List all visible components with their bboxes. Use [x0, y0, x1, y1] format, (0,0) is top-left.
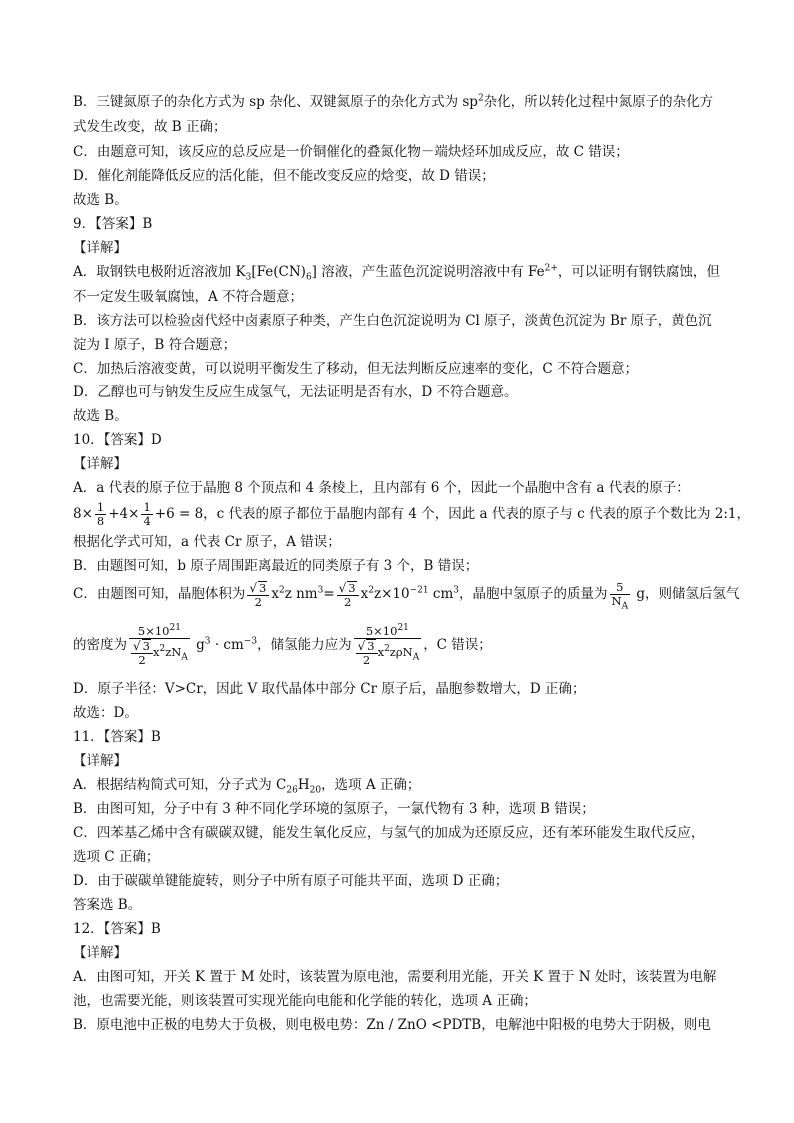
detail-heading-9: 【详解】: [73, 240, 127, 256]
answer-heading-10: 10．【答案】D: [73, 432, 162, 448]
text-line: A．由图可知，开关 K 置于 M 处时，该装置为原电池，需要利用光能，开关 K 置于 N 处时，该装置为电解: [73, 969, 717, 985]
text-line: 选项 C 正确；: [73, 849, 160, 865]
text-line: B．该方法可以检验卤代烃中卤素原子种类，产生白色沉淀说明为 Cl 原子，淡黄色沉淀为 Br 原子，黄色沉: [73, 313, 712, 329]
detail-heading-12: 【详解】: [73, 945, 127, 961]
text-line: B．由图可知，分子中有 3 种不同化学环境的氢原子，一氯代物有 3 种，选项 B 错误；: [73, 801, 595, 817]
answer-heading-9: 9．【答案】B: [73, 216, 153, 232]
text-line: 池，也需要光能，则该装置可实现光能向电能和化学能的转化，选项 A 正确；: [73, 993, 537, 1009]
text-line: D．由于碳碳单键能旋转，则分子中所有原子可能共平面，选项 D 正确；: [73, 873, 509, 889]
text-line: C．加热后溶液变黄，可以说明平衡发生了移动，但无法判断反应速率的变化，C 不符合题意；: [73, 361, 638, 377]
detail-heading-11: 【详解】: [73, 753, 127, 769]
text-line: 淀为 I 原子，B 符合题意；: [73, 337, 237, 353]
text-line: 故选 B。: [73, 408, 128, 424]
text-line: 故选：D。: [73, 705, 138, 721]
text-line-equation: 的密度为 $5\times 10^{21}$ $\frac{√ 3}{2}$ $x^2zN_A$ $g^3 \cdot cm^{-3}$，储氢能力应为 $5\times 10^{21}$ $\frac{√ 3}{2}$ $x^2z\rho N_A$ ，C 错误；: [73, 622, 492, 667]
text-line: 式发生改变，故 B 正确；: [73, 119, 227, 135]
text-line: A．取钢铁电极附近溶液加 $K_3[Fe(CN)_6]$ 溶液，产生蓝色沉淀说明溶液中有 $Fe^{2+}$，可以证明有钢铁腐蚀，但: [73, 263, 720, 283]
fraction: $\frac{5}{N_A}$: [611, 580, 629, 612]
text-line-equation: 8× $\frac{1}{8}$ +4× $\frac{1}{4}$ +6 = 8，c 代表的原子都位于晶胞内部有 4 个，因此 a 代表的原子与 c 代表的原子个数比为 2:1，: [73, 500, 750, 528]
fraction: $5\times 10^{21}$ $\frac{√ 3}{2}$ $x^2z\rho N_A$: [354, 625, 422, 667]
text-line: 答案选 B。: [73, 897, 142, 913]
fraction: $5\times 10^{21}$ $\frac{√ 3}{2}$ $x^2zN_A$: [129, 625, 190, 667]
text-line: A．a 代表的原子位于晶胞 8 个顶点和 4 条棱上，且内部有 6 个，因此一个晶胞中含有 a 代表的原子：: [73, 480, 690, 496]
detail-heading-10: 【详解】: [73, 456, 127, 472]
text-line: C．由题意可知，该反应的总反应是一价铜催化的叠氮化物－端炔烃环加成反应，故 C 错误；: [73, 144, 629, 160]
text-line: B．三键氮原子的杂化方式为 sp 杂化、双键氮原子的杂化方式为 $sp^2$杂化，所以转化过程中氮原子的杂化方: [73, 93, 714, 110]
text-line: B．原电池中正极的电势大于负极，则电极电势：Zn / ZnO <PDTB，电解池中阳极的电势大于阴极，则电: [73, 1017, 711, 1033]
text-line: D．原子半径：V>Cr，因此 V 取代晶体中部分 Cr 原子后，晶胞参数增大，D 正确；: [73, 681, 586, 697]
fraction: $\frac{1}{4}$: [143, 500, 151, 528]
text-line: D．乙醇也可与钠发生反应生成氢气，无法证明是否有水，D 不符合题意。: [73, 384, 518, 400]
text-line: 故选 B。: [73, 192, 128, 208]
answer-heading-11: 11．【答案】B: [73, 729, 161, 745]
text-line: 不一定发生吸氧腐蚀，A 不符合题意；: [73, 289, 304, 305]
fraction: $\frac{√ 3}{2}$: [337, 581, 359, 609]
answer-heading-12: 12．【答案】B: [73, 921, 161, 937]
fraction: $\frac{1}{8}$: [96, 500, 105, 528]
text-line: 根据化学式可知，a 代表 Cr 原子，A 错误；: [73, 534, 341, 550]
text-line: C．四苯基乙烯中含有碳碳双键，能发生氧化反应，与氢气的加成为还原反应，还有苯环能发生取代反应，: [73, 825, 705, 841]
text-line: A．根据结构简式可知，分子式为 $C_{26}H_{20}$，选项 A 正确；: [73, 777, 421, 796]
text-line: B．由题图可知，b 原子周围距离最近的同类原子有 3 个，B 错误；: [73, 558, 479, 574]
text-line-equation: C．由题图可知，晶胞体积为 $\frac{√ 3}{2}$ $x^2z$ $nm^3=$ $\frac{√ 3}{2}$ $x^2z\times 10^{-21}$ $cm^3$，晶胞中氢原子的质量为 $\frac{5}{N_A}$ g，则储氢后氢气: [73, 580, 740, 612]
text-line: D．催化剂能降低反应的活化能，但不能改变反应的焓变，故 D 错误；: [73, 168, 495, 184]
fraction: $\frac{√ 3}{2}$: [247, 581, 269, 609]
